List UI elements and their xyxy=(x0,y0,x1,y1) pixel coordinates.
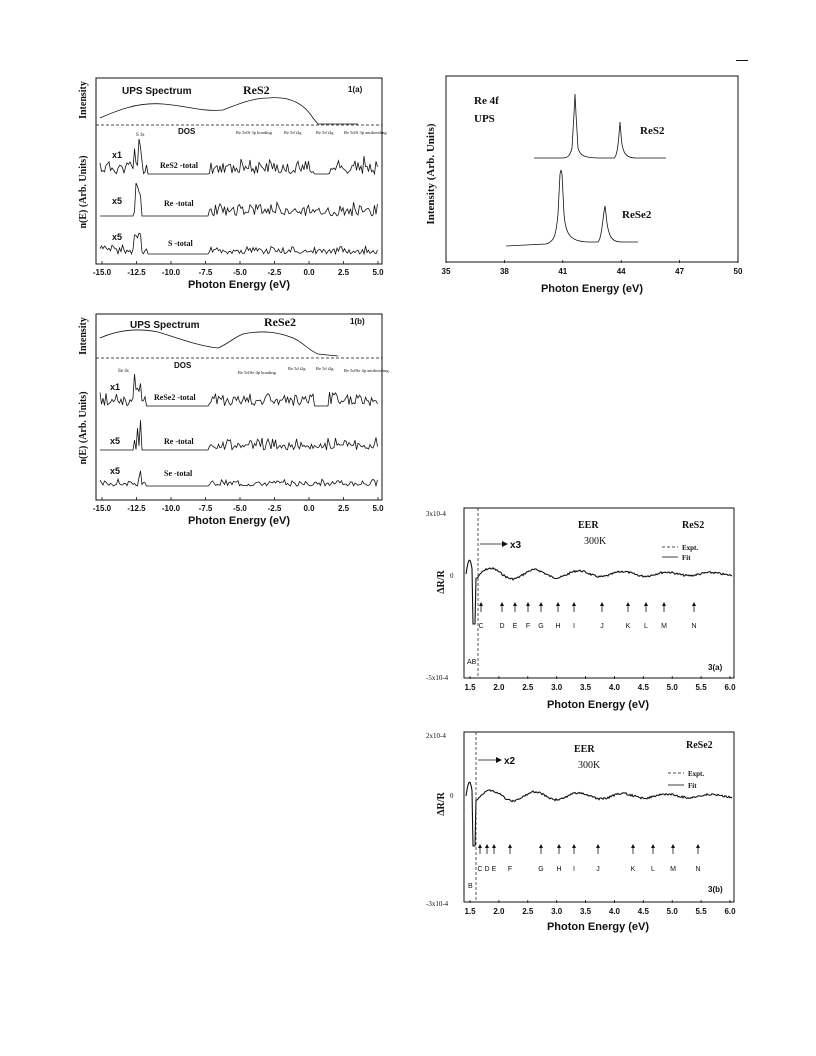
marker-arrowhead xyxy=(478,844,482,848)
figure-3b xyxy=(422,730,752,940)
marker-label: J xyxy=(600,623,604,630)
y-axis-label: ΔR/R xyxy=(436,570,447,594)
trace-3-name: Se -total xyxy=(164,469,193,478)
transition-markers xyxy=(478,602,696,630)
trace-1-name: ReS2 -total xyxy=(160,161,198,170)
trace-3-mult: x5 xyxy=(110,466,121,476)
material-label: ReSe2 xyxy=(686,740,713,751)
plot-frame xyxy=(464,508,734,678)
marker-arrowhead xyxy=(631,844,635,848)
dos-re-trace xyxy=(100,420,378,450)
x-tick-label: 5.0 xyxy=(372,268,384,277)
marker-label: G xyxy=(538,623,544,630)
marker-label: H xyxy=(555,623,561,630)
legend-fit: Fit xyxy=(688,782,697,790)
marker-arrowhead xyxy=(526,602,530,606)
x-tick-label: 3.0 xyxy=(551,683,563,692)
trace-1-mult: x1 xyxy=(110,382,121,392)
y-tick-zero: 0 xyxy=(450,572,454,580)
rese2-curve xyxy=(506,170,638,246)
annotation-2: Re 5d/S 3p bonding xyxy=(236,130,272,135)
marker-arrowhead xyxy=(596,844,600,848)
annotation-4: Re 5d t2g xyxy=(316,130,334,135)
marker-arrowhead xyxy=(651,844,655,848)
x-tick-label: -7.5 xyxy=(198,268,213,277)
x-tick-label: 5.0 xyxy=(372,504,384,513)
x-tick-label: 5.5 xyxy=(695,907,707,916)
x-tick-label: -2.5 xyxy=(267,504,282,513)
x-axis-label: Photon Energy (eV) xyxy=(187,515,291,527)
x-tick-label: 41 xyxy=(558,267,568,276)
annotation-3: Re 5d t2g xyxy=(284,130,302,135)
trace-2-mult: x5 xyxy=(110,436,121,446)
marker-arrowhead xyxy=(500,602,504,606)
legend-fit: Fit xyxy=(682,554,691,562)
mult-arrow-head xyxy=(502,541,508,547)
figure-1b-svg xyxy=(78,310,398,530)
x-tick-label: 35 xyxy=(441,267,451,276)
x-tick-label: 5.5 xyxy=(695,683,707,692)
x-tick-label: 4.0 xyxy=(608,683,621,692)
plot-frame xyxy=(96,314,382,500)
x-tick-label: 6.0 xyxy=(724,683,736,692)
x-axis-label: Photon Energy (eV) xyxy=(546,921,650,933)
y-tick-bottom: -3x10-4 xyxy=(426,900,449,908)
dos-se-trace xyxy=(100,471,378,486)
marker-arrowhead xyxy=(479,602,483,606)
x-tick-label: 6.0 xyxy=(724,907,736,916)
y-axis-label: ΔR/R xyxy=(436,792,447,816)
figure-3a xyxy=(422,506,752,716)
page-corner-dash xyxy=(736,60,748,61)
x-tick-label: 1.5 xyxy=(464,683,476,692)
marker-label: D xyxy=(499,623,505,630)
x-tick-label: 47 xyxy=(675,267,685,276)
marker-label: K xyxy=(630,866,636,873)
x-tick-label: 50 xyxy=(733,267,743,276)
dos-label: DOS xyxy=(178,127,196,136)
eer-spectrum-curve xyxy=(466,782,732,846)
x-tick-label: 3.5 xyxy=(579,907,592,916)
annotation-1: S 3s xyxy=(136,133,145,138)
marker-arrowhead xyxy=(513,602,517,606)
material-label: ReS2 xyxy=(243,83,270,97)
dos-label: DOS xyxy=(174,361,192,370)
annotation-5: Re 5d/S 3p antibonding xyxy=(344,130,387,135)
x-tick-label: 38 xyxy=(499,267,509,276)
marker-arrowhead xyxy=(556,602,560,606)
panel-tag: 3(b) xyxy=(708,885,723,894)
marker-label: F xyxy=(525,623,531,630)
y-axis-label: Intensity (Arb. Units) xyxy=(425,123,437,225)
eer-spectrum-curve xyxy=(466,560,732,624)
marker-label: K xyxy=(625,623,631,630)
marker-label: E xyxy=(512,623,518,630)
ups-spectrum-curve xyxy=(100,330,338,356)
marker-label: L xyxy=(644,623,648,630)
marker-arrowhead xyxy=(539,844,543,848)
dos-total-trace xyxy=(100,374,378,406)
x-tick-label: 44 xyxy=(616,267,626,276)
figure-3a-svg xyxy=(422,506,752,716)
annotation-1: Se 4s xyxy=(118,369,129,374)
annotation-3: Re 5d t2g xyxy=(288,366,306,371)
plot-frame xyxy=(96,78,382,264)
mult-label: x2 xyxy=(504,756,516,767)
x-tick-label: -10.0 xyxy=(161,268,181,277)
x-tick-label: 1.5 xyxy=(464,907,476,916)
y-tick-top: 3x10-4 xyxy=(426,510,446,518)
mult-label: x3 xyxy=(510,540,522,551)
dos-s-trace xyxy=(100,233,378,254)
x-tick-label: -5.0 xyxy=(233,504,247,513)
marker-arrowhead xyxy=(492,844,496,848)
marker-arrowhead xyxy=(600,602,604,606)
title-line-1: Re 4f xyxy=(474,95,499,107)
x-tick-label: 2.5 xyxy=(522,683,534,692)
x-tick-label: -12.5 xyxy=(127,504,146,513)
dos-total-trace xyxy=(100,139,378,174)
x-tick-label: 5.0 xyxy=(666,907,678,916)
material-label: ReSe2 xyxy=(264,315,296,329)
panel-tag: 1(a) xyxy=(348,85,363,94)
marker-arrowhead xyxy=(508,844,512,848)
legend-expt: Expt. xyxy=(682,544,699,552)
marker-label: M xyxy=(661,623,667,630)
ups-ylabel: Intensity xyxy=(78,317,89,355)
annotation-2: Re 5d/Se 4p bonding xyxy=(238,370,276,375)
marker-label: J xyxy=(596,866,600,873)
dos-ylabel: n(E) (Arb. Units) xyxy=(78,155,89,229)
title-line-2: UPS xyxy=(474,113,495,125)
marker-arrowhead xyxy=(692,602,696,606)
ups-spectrum-curve xyxy=(100,98,358,124)
y-tick-bottom: -5x10-4 xyxy=(426,674,449,682)
x-tick-label: 3.0 xyxy=(551,907,563,916)
res2-label: ReS2 xyxy=(640,125,665,137)
marker-arrowhead xyxy=(696,844,700,848)
marker-label: D xyxy=(484,866,490,873)
x-tick-label: 0.0 xyxy=(303,504,315,513)
figure-1a-svg xyxy=(78,74,398,294)
x-axis-label: Photon Energy (eV) xyxy=(540,283,644,295)
x-tick-labels xyxy=(93,497,384,513)
marker-arrowhead xyxy=(671,844,675,848)
annotation-4: Re 5d t2g xyxy=(316,366,334,371)
marker-arrowhead xyxy=(572,844,576,848)
trace-2-mult: x5 xyxy=(112,196,123,206)
ups-ylabel: Intensity xyxy=(78,81,89,119)
panel-tag: 1(b) xyxy=(350,317,365,326)
x-tick-label: 3.5 xyxy=(579,683,592,692)
marker-arrowhead xyxy=(485,844,489,848)
marker-label: F xyxy=(507,866,513,873)
marker-arrowhead xyxy=(572,602,576,606)
x-tick-label: 2.5 xyxy=(337,268,350,277)
marker-label: I xyxy=(573,623,575,630)
x-axis-label: Photon Energy (eV) xyxy=(187,279,291,291)
ups-label: UPS Spectrum xyxy=(122,86,192,97)
x-tick-label: 5.0 xyxy=(666,683,678,692)
marker-arrowhead xyxy=(626,602,630,606)
marker-label: L xyxy=(651,866,655,873)
marker-label: G xyxy=(538,866,544,873)
marker-label: C xyxy=(478,623,484,630)
x-tick-label: -2.5 xyxy=(267,268,282,277)
y-tick-top: 2x10-4 xyxy=(426,732,446,740)
x-tick-label: -15.0 xyxy=(92,268,112,277)
x-tick-label: -7.5 xyxy=(198,504,213,513)
figure-1a xyxy=(78,74,398,294)
x-tick-label: -12.5 xyxy=(127,268,146,277)
marker-label: I xyxy=(573,866,575,873)
marker-label: N xyxy=(691,623,697,630)
figure-1b xyxy=(78,310,398,530)
panel-tag: 3(a) xyxy=(708,663,723,672)
x-tick-label: 4.5 xyxy=(637,907,649,916)
marker-arrowhead xyxy=(557,844,561,848)
trace-1-name: ReSe2 -total xyxy=(154,393,196,402)
method-label: EER xyxy=(574,744,595,755)
x-axis-label: Photon Energy (eV) xyxy=(546,699,650,711)
trace-3-name: S -total xyxy=(168,239,193,248)
figure-2 xyxy=(422,74,752,304)
x-tick-label: -5.0 xyxy=(233,268,247,277)
x-tick-labels xyxy=(93,261,384,277)
marker-low: B xyxy=(468,883,473,890)
x-tick-label: 2.5 xyxy=(337,504,350,513)
temp-label: 300K xyxy=(584,536,607,547)
mult-arrow-head xyxy=(496,757,502,763)
x-tick-label: -10.0 xyxy=(161,504,181,513)
material-label: ReS2 xyxy=(682,520,705,531)
x-tick-label: -15.0 xyxy=(92,504,112,513)
x-tick-label: 4.5 xyxy=(637,683,649,692)
figure-2-svg xyxy=(422,74,752,304)
ups-label: UPS Spectrum xyxy=(130,320,200,331)
marker-label: C xyxy=(477,866,483,873)
y-tick-zero: 0 xyxy=(450,792,454,800)
temp-label: 300K xyxy=(578,760,601,771)
trace-2-name: Re -total xyxy=(164,199,194,208)
annotation-5: Re 5d/Se 4p antibonding xyxy=(344,368,389,373)
x-tick-label: 0.0 xyxy=(303,268,315,277)
trace-3-mult: x5 xyxy=(112,232,123,242)
trace-1-mult: x1 xyxy=(112,150,123,160)
marker-arrowhead xyxy=(539,602,543,606)
legend-expt: Expt. xyxy=(688,770,705,778)
x-tick-label: 2.0 xyxy=(493,907,505,916)
marker-label: H xyxy=(556,866,562,873)
x-tick-label: 2.0 xyxy=(493,683,505,692)
method-label: EER xyxy=(578,520,599,531)
figure-3b-svg xyxy=(422,730,752,940)
dos-ylabel: n(E) (Arb. Units) xyxy=(78,391,89,465)
marker-label: E xyxy=(491,866,497,873)
x-tick-label: 2.5 xyxy=(522,907,534,916)
marker-low: AB xyxy=(467,659,477,666)
marker-arrowhead xyxy=(662,602,666,606)
x-tick-label: 4.0 xyxy=(608,907,621,916)
dos-re-trace xyxy=(100,183,378,216)
marker-label: N xyxy=(695,866,701,873)
trace-2-name: Re -total xyxy=(164,437,194,446)
rese2-label: ReSe2 xyxy=(622,209,652,221)
marker-arrowhead xyxy=(644,602,648,606)
transition-markers xyxy=(477,844,700,873)
marker-label: M xyxy=(670,866,676,873)
